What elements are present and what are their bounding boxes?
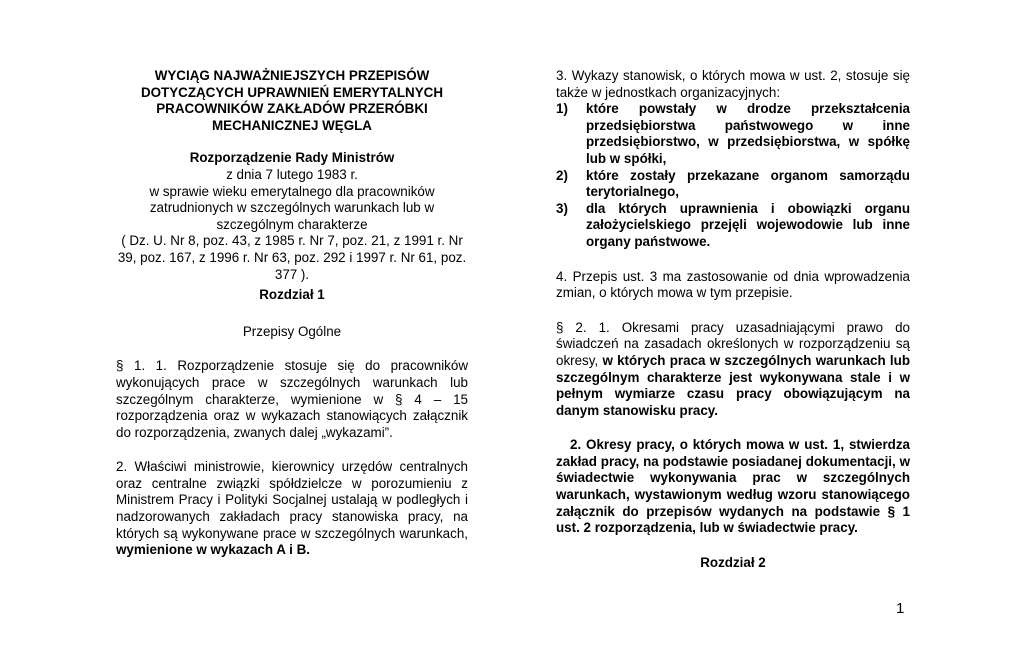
chapter-1-subtitle: Przepisy Ogólne bbox=[242, 323, 342, 339]
chapter-2-title: Rozdział 2 bbox=[700, 554, 766, 570]
paragraph-1-3: 3. Wykazy stanowisk, o których mowa w ust. 2, stosuje się także w jednostkach organizacyjnych: bbox=[556, 68, 910, 100]
document-title: WYCIĄG NAJWAŻNIEJSZYCH PRZEPISÓW DOTYCZĄCYCH UPRAWNIEŃ EMERYTALNYCH PRACOWNIKÓW ZAKŁADÓW PRZERÓBKI MECHANICZNEJ WĘGLA bbox=[140, 68, 444, 133]
chapter-1-title: Rozdział 1 bbox=[259, 287, 325, 303]
paragraph-2-2: 2. Okresy pracy, o których mowa w ust. 1, stwierdza zakład pracy, na podstawie posiadanej dokumentacji, w świadectwie wykonywania prac w szczególnych warunkach, wystawionym według wzoru stanowiącego załącznik do przepisów wydanych na podstawie § 1 ust. 2 rozporządzenia, lub w świadectwie pracy. bbox=[556, 437, 910, 536]
list-item-number: 3) bbox=[556, 200, 568, 216]
paragraph-1-2-bold: wymienione w wykazach A i B. bbox=[116, 542, 310, 558]
regulation-subject: w sprawie wieku emerytalnego dla pracowników zatrudnionych w szczególnych warunkach lub w szczególnym charakterze bbox=[149, 183, 435, 232]
regulation-date: z dnia 7 lutego 1983 r. bbox=[226, 166, 358, 182]
list-item-number: 1) bbox=[556, 101, 568, 117]
regulation-source: ( Dz. U. Nr 8, poz. 43, z 1985 r. Nr 7, poz. 21, z 1991 r. Nr 39, poz. 167, z 1996 r. Nr 63, poz. 292 i 1997 r. Nr 61, poz. 377 ). bbox=[117, 233, 467, 282]
paragraph-1-2 bbox=[116, 459, 468, 559]
list-item bbox=[556, 168, 910, 201]
list-item-text: które zostały przekazane organom samorządu terytorialnego, bbox=[586, 167, 910, 200]
page-number: 1 bbox=[896, 600, 905, 617]
paragraph-2-1 bbox=[556, 320, 910, 420]
regulation-title: Rozporządzenie Rady Ministrów bbox=[189, 150, 395, 166]
left-column bbox=[116, 68, 468, 559]
list-item-text: dla których uprawnienia i obowiązki organu założycielskiego przejęli wojewodowie lub inne organy państwowe. bbox=[586, 200, 910, 249]
list-item bbox=[556, 201, 910, 251]
paragraph-1-4: 4. Przepis ust. 3 ma zastosowanie od dnia wprowadzenia zmian, o których mowa w tym przepisie. bbox=[556, 268, 910, 301]
paragraph-1-2-text: 2. Właściwi ministrowie, kierownicy urzędów centralnych oraz centralne związki spółdzielcze w porozumieniu z Ministrem Pracy i Polityki Socjalnej ustalają w podległych i nadzorowanych zakładach pracy stanowiska pracy, na których są wykonywane prace w szczególnych warunkach, bbox=[116, 459, 468, 541]
paragraph-1-1: § 1. 1. Rozporządzenie stosuje się do pracowników wykonujących prace w szczególnych warunkach lub szczególnym charakterze, wymienione w § 4 – 15 rozporządzenia oraz w wykazach stanowiących załącznik do rozporządzenia, zwanych dalej „wykazami”. bbox=[116, 358, 468, 440]
paragraph-2-1-text: § 2. 1. Okresami pracy uzasadniającymi prawo do świadczeń na zasadach określonych w rozporządzeniu są okresy, bbox=[556, 319, 910, 368]
list-item bbox=[556, 101, 910, 167]
right-column bbox=[556, 68, 910, 571]
unit-list bbox=[556, 101, 910, 250]
list-item-number: 2) bbox=[556, 167, 568, 183]
paragraph-2-1-bold: w których praca w szczególnych warunkach lub szczególnym charakterze jest wykonywana stale i w pełnym wymiarze czasu pracy obowiązującym na danym stanowisku pracy. bbox=[556, 352, 910, 418]
list-item-text: które powstały w drodze przekształcenia przedsiębiorstwa państwowego w inne przedsiębiorstwo, w przedsiębiorstwa, w spółkę lub w spółki, bbox=[586, 101, 910, 166]
